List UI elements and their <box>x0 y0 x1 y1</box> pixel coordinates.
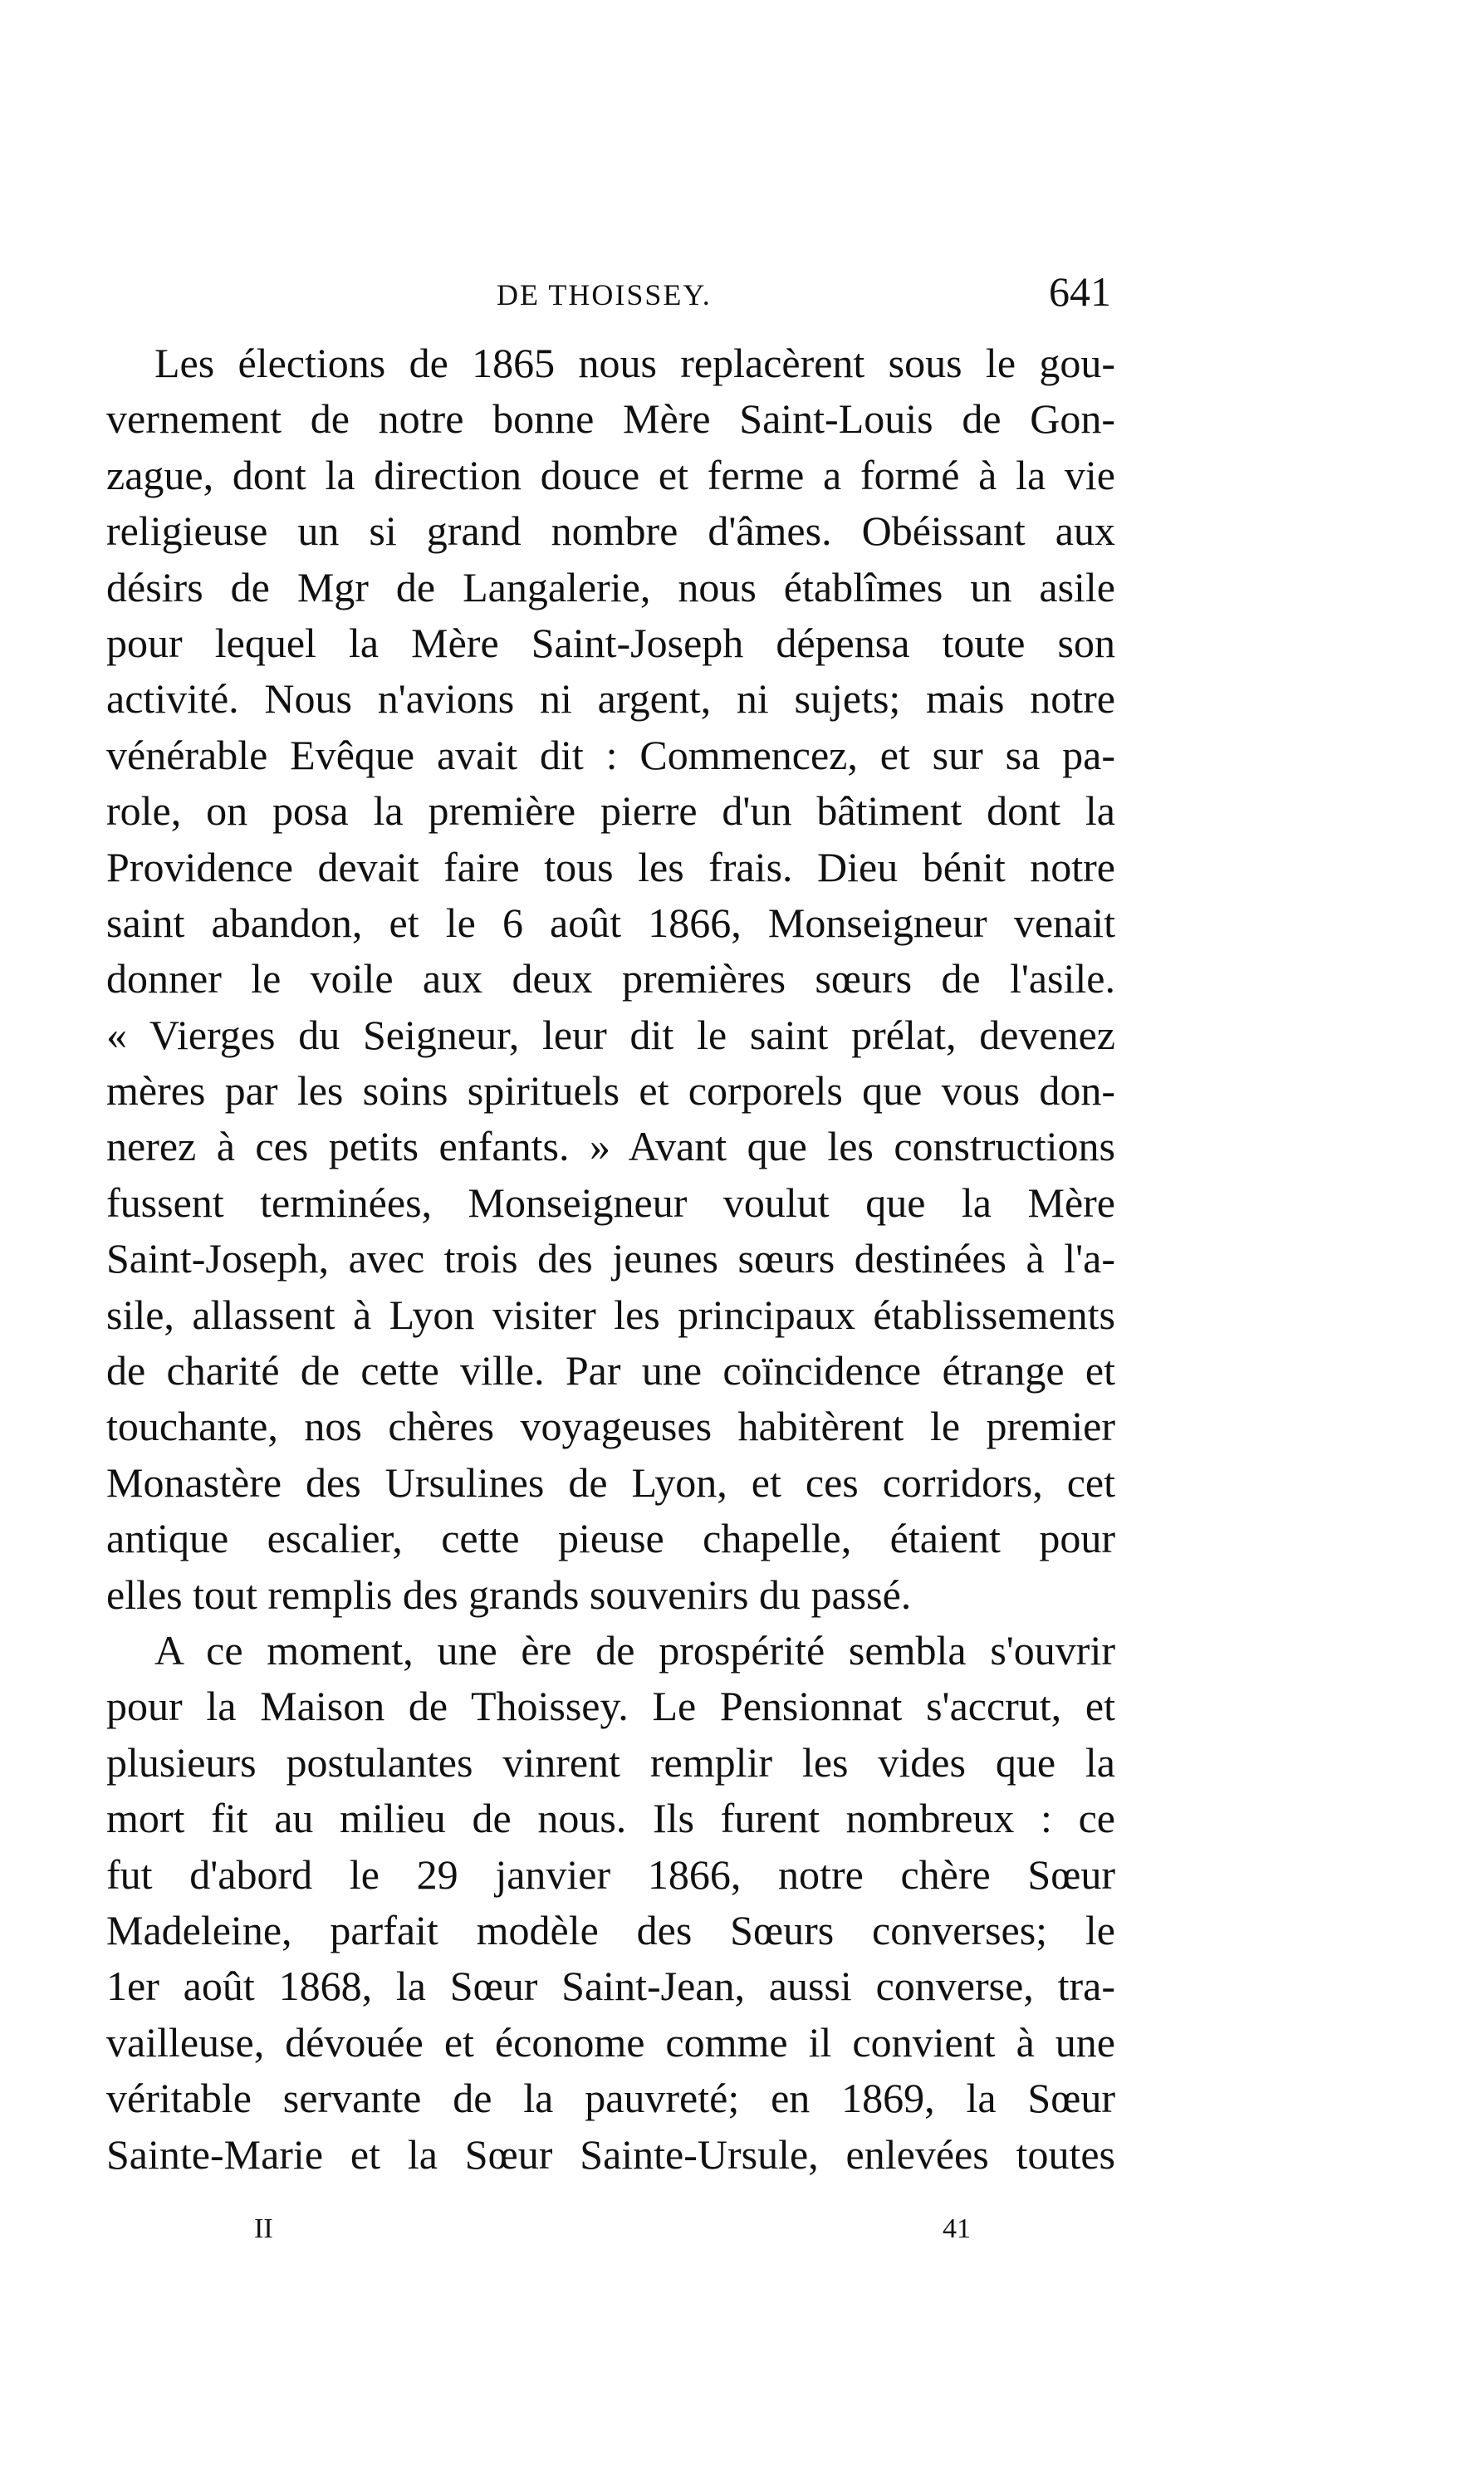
text-line: véritable servante de la pauvreté; en 1869, la Sœur <box>106 2075 1115 2122</box>
text-line: religieuse un si grand nombre d'âmes. Obéissant aux <box>106 507 1115 555</box>
text-line: role, on posa la première pierre d'un bâtiment dont la <box>106 787 1115 835</box>
text-line: A ce moment, une ère de prospérité sembla s'ouvrir <box>154 1626 1115 1674</box>
text-line: elles tout remplis des grands souvenirs du passé. <box>106 1571 912 1618</box>
text-line: sile, allassent à Lyon visiter les principaux établissements <box>106 1291 1115 1338</box>
text-line: Madeleine, parfait modèle des Sœurs converses; le <box>106 1906 1115 1953</box>
text-line: Saint-Joseph, avec trois des jeunes sœurs destinées à l'a- <box>106 1235 1115 1282</box>
text-line: pour lequel la Mère Saint-Joseph dépensa toute son <box>106 619 1115 666</box>
text-line: plusieurs postulantes vinrent remplir les vides que la <box>106 1738 1115 1786</box>
text-line: mères par les soins spirituels et corporels que vous don- <box>106 1067 1115 1115</box>
text-line: Sainte-Marie et la Sœur Sainte-Ursule, enlevées toutes <box>106 2130 1115 2178</box>
text-line: Providence devait faire tous les frais. Dieu bénit notre <box>106 843 1115 890</box>
text-line: saint abandon, et le 6 août 1866, Monseigneur venait <box>106 899 1115 946</box>
text-line: vailleuse, dévouée et économe comme il convient à une <box>106 2018 1115 2066</box>
text-line: donner le voile aux deux premières sœurs de l'asile. <box>106 955 1115 1002</box>
text-line: mort fit au milieu de nous. Ils furent nombreux : ce <box>106 1795 1115 1842</box>
text-line: de charité de cette ville. Par une coïncidence étrange et <box>106 1347 1115 1394</box>
text-line: vénérable Evêque avait dit : Commencez, et sur sa pa- <box>106 731 1115 778</box>
text-line: pour la Maison de Thoissey. Le Pensionnat s'accrut, et <box>106 1683 1115 1730</box>
text-line: antique escalier, cette pieuse chapelle, étaient pour <box>106 1515 1115 1562</box>
text-line: fut d'abord le 29 janvier 1866, notre chère Sœur <box>106 1850 1115 1898</box>
running-head <box>106 267 1111 317</box>
text-line: activité. Nous n'avions ni argent, ni sujets; mais notre <box>106 675 1115 723</box>
text-line: Les élections de 1865 nous replacèrent sous le gou- <box>154 340 1115 386</box>
text-line: touchante, nos chères voyageuses habitèrent le premier <box>106 1403 1115 1450</box>
text-line: « Vierges du Seigneur, leur dit le saint prélat, devenez <box>106 1011 1115 1058</box>
text-line: nerez à ces petits enfants. » Avant que les constructions <box>106 1123 1115 1170</box>
text-line: zague, dont la direction douce et ferme a formé à la vie <box>106 451 1115 498</box>
page-footer <box>106 2213 1115 2255</box>
text-line: désirs de Mgr de Langalerie, nous établîmes un asile <box>106 563 1115 610</box>
text-line: fussent terminées, Monseigneur voulut que la Mère <box>106 1179 1115 1226</box>
signature-mark: II <box>254 2213 273 2244</box>
body-text <box>106 336 1115 2183</box>
text-line: Monastère des Ursulines de Lyon, et ces corridors, cet <box>106 1458 1115 1506</box>
signature-number: 41 <box>943 2213 971 2244</box>
page-number: 641 <box>1049 268 1111 315</box>
text-line: 1er août 1868, la Sœur Saint-Jean, aussi converse, tra- <box>106 1963 1115 2010</box>
text-line: vernement de notre bonne Mère Saint-Louis de Gon- <box>106 395 1115 443</box>
running-title: DE THOISSEY. <box>497 278 712 311</box>
